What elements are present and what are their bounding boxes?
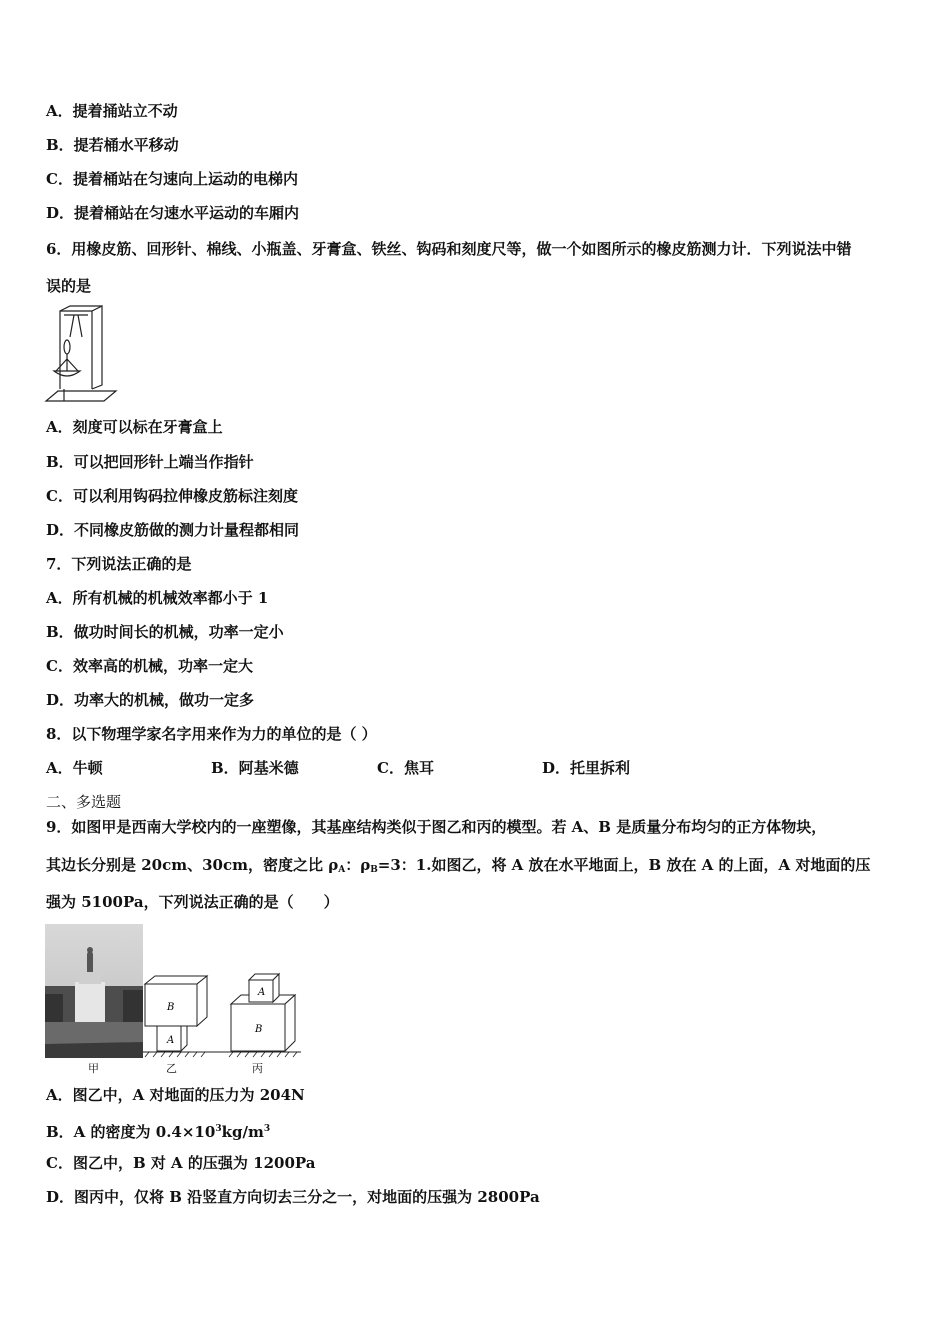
q6-option-d: D．不同橡皮筋做的测力计量程都相同 [46, 521, 300, 539]
q9-stem-line2: 其边长分别是 20cm、30cm，密度之比 $\rho_A$：$\rho_B=3$：1.如图乙，将 A 放在水平地面上，B 放在 A 的上面，A 对地面的压 [46, 856, 871, 875]
q6-option-b: B．可以把回形针上端当作指针 [46, 453, 254, 471]
section-heading-multiple-choice: 二、多选题 [46, 793, 122, 811]
q8-option-a: A．牛顿 [46, 759, 103, 777]
q7-option-b: B．做功时间长的机械，功率一定小 [46, 623, 284, 641]
label-block-a-bing: A [258, 987, 266, 998]
q9-option-b: B．A 的密度为 $0.4\times 10^3kg/m^3$ [46, 1123, 271, 1141]
q8-option-b: B．阿基米德 [211, 759, 299, 777]
q9-option-a: A．图乙中，A 对地面的压力为 204N [46, 1086, 305, 1104]
q7-option-a: A．所有机械的机械效率都小于 1 [46, 589, 269, 607]
q8-stem: 8．以下物理学家名字用来作为力的单位的是（ ） [46, 725, 377, 743]
caption-yi: 乙 [166, 1062, 177, 1075]
q5-option-c: C．提着桶站在匀速向上运动的电梯内 [46, 170, 298, 188]
q6-option-a: A．刻度可以标在牙膏盒上 [46, 418, 223, 436]
q8-option-d: D．托里拆利 [542, 759, 631, 777]
label-block-b-bing: B [255, 1024, 263, 1035]
q7-option-d: D．功率大的机械，做功一定多 [46, 691, 255, 709]
label-block-b-yi: B [167, 1002, 175, 1013]
q5-option-d: D．提着桶站在匀速水平运动的车厢内 [46, 204, 300, 222]
blocks-diagram [143, 963, 303, 1058]
statue-photo [45, 924, 143, 1058]
q6-stem-line1: 6．用橡皮筋、回形针、棉线、小瓶盖、牙膏盒、铁丝、钩码和刻度尺等，做一个如图所示的橡皮筋测力计．下列说法中错 [46, 240, 852, 258]
q5-option-a: A．提着捅站立不动 [46, 102, 178, 120]
q9-option-d: D．图丙中，仅将 B 沿竖直方向切去三分之一，对地面的压强为 2800Pa [46, 1188, 540, 1206]
q7-stem: 7．下列说法正确的是 [46, 555, 192, 573]
q9-stem-line3: 强为 5100Pa，下列说法正确的是（ ） [46, 893, 339, 911]
caption-jia: 甲 [88, 1062, 99, 1075]
q6-option-c: C．可以利用钩码拉伸橡皮筋标注刻度 [46, 487, 298, 505]
q8-option-c: C．焦耳 [377, 759, 434, 777]
caption-bing: 丙 [252, 1062, 263, 1075]
q5-option-b: B．提若桶水平移动 [46, 136, 179, 154]
q6-stem-line2: 误的是 [46, 277, 92, 295]
q9-option-c: C．图乙中，B 对 A 的压强为 1200Pa [46, 1154, 316, 1172]
label-block-a-yi: A [167, 1035, 175, 1046]
q9-stem-line1: 9．如图甲是西南大学校内的一座塑像，其基座结构类似于图乙和丙的模型。若 A、B 是质量分布均匀的正方体物块， [46, 818, 827, 836]
rubber-band-dynamometer-figure [44, 305, 118, 405]
q7-option-c: C．效率高的机械，功率一定大 [46, 657, 253, 675]
